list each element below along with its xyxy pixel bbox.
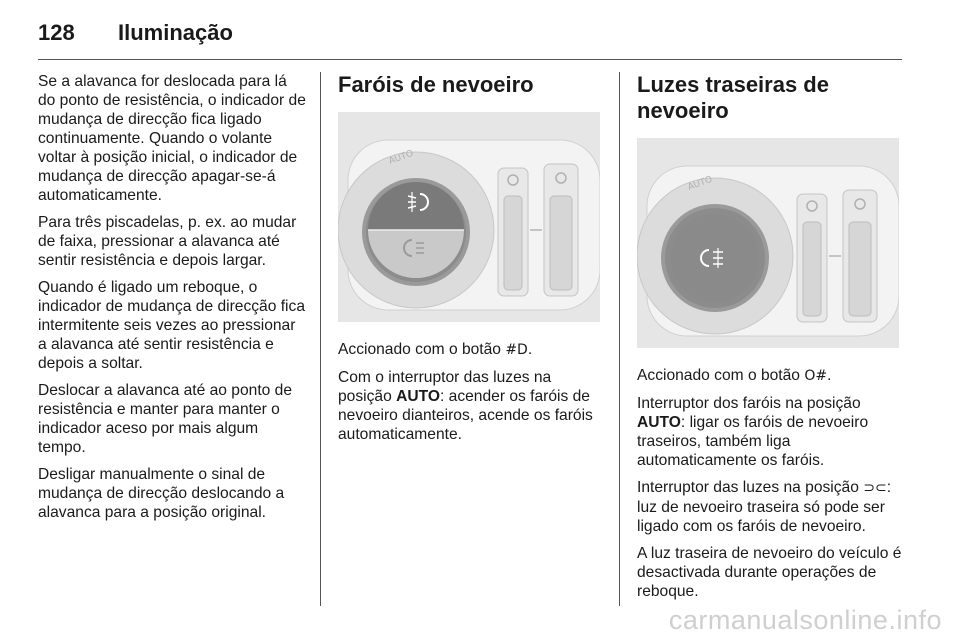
column-2 — [338, 72, 604, 452]
section-heading-rear-fog: Luzes traseiras de nevoeiro — [637, 72, 829, 123]
light-switch-illustration — [338, 112, 600, 322]
light-switch-photo-front — [338, 112, 600, 322]
page-title: Iluminação — [118, 20, 233, 45]
paragraph: Para três piscadelas, p. ex. ao mudar de faixa, pressionar a alavanca até sentir resistência e depois largar. — [38, 214, 297, 269]
paragraph: Accionado com o botão O#. — [637, 367, 832, 384]
page-number: 128 — [38, 20, 75, 45]
page-header — [38, 18, 902, 58]
column-divider-2 — [619, 72, 620, 606]
header-divider — [38, 59, 902, 60]
paragraph: Interruptor das luzes na posição ⊃⊂: luz de nevoeiro traseira só pode ser ligado com os faróis de nevoeiro. — [637, 479, 892, 535]
light-switch-illustration — [637, 138, 899, 348]
paragraph: Deslocar a alavanca até ao ponto de resistência e manter para manter o indicador aceso por mais algum tempo. — [38, 382, 293, 456]
section-heading-front-fog: Faróis de nevoeiro — [338, 72, 534, 97]
auto-label: AUTO — [686, 174, 714, 193]
column-divider-1 — [320, 72, 321, 606]
paragraph: Se a alavanca for deslocada para lá do ponto de resistência, o indicador de mudança de direcção fica ligado continuamente. Quando o volante voltar à posição inicial, o indicador de mudança de direcção apagar-se-á automaticamente. — [38, 73, 306, 204]
paragraph: Com o interruptor das luzes na posição AUTO: acender os faróis de nevoeiro dianteiros, acende os faróis automaticamente. — [338, 369, 593, 443]
paragraph: A luz traseira de nevoeiro do veículo é desactivada durante operações de reboque. — [637, 545, 902, 600]
column-1 — [38, 72, 306, 530]
rear-fog-symbol: O# — [804, 368, 828, 384]
auto-term: AUTO — [637, 414, 681, 431]
column-3 — [637, 72, 903, 609]
front-fog-symbol: #D — [505, 342, 528, 358]
sidelight-symbol: ⊃⊂ — [863, 480, 887, 496]
auto-label: AUTO — [387, 148, 415, 167]
paragraph: Interruptor dos faróis na posição AUTO: ligar os faróis de nevoeiro traseiros, também liga automaticamente os faróis. — [637, 395, 869, 469]
paragraph: Accionado com o botão #D. — [338, 341, 533, 358]
light-switch-photo-rear — [637, 138, 899, 348]
paragraph: Quando é ligado um reboque, o indicador de mudança de direcção fica intermitente seis vezes ao pressionar a alavanca até sentir resistência e depois a soltar. — [38, 279, 305, 372]
paragraph: Desligar manualmente o sinal de mudança de direcção deslocando a alavanca para a posição original. — [38, 466, 285, 521]
auto-term: AUTO — [396, 388, 440, 405]
watermark: carmanualsonline.info — [668, 605, 942, 635]
